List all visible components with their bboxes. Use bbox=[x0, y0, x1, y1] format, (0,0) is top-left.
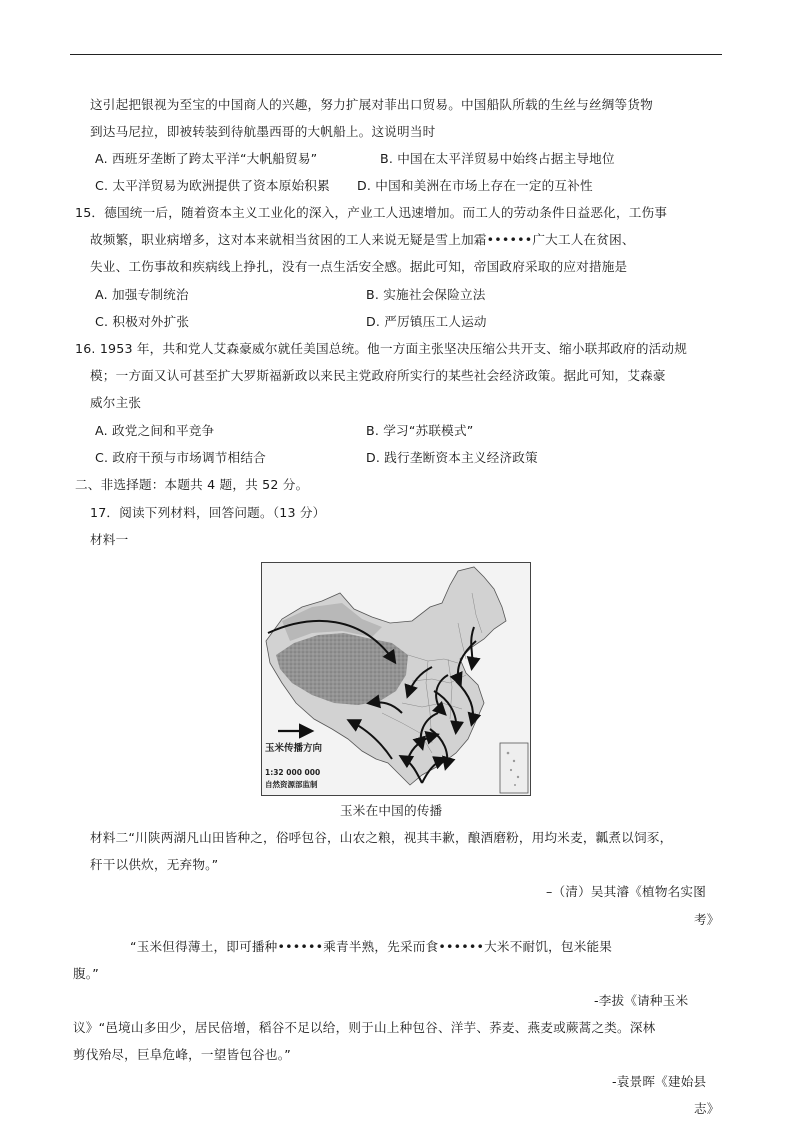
q14-option-b: B. 中国在太平洋贸易中始终占据主导地位 bbox=[380, 151, 615, 166]
q16-stem-line1: 16. 1953 年，共和党人艾森豪威尔就任美国总统。他一方面主张坚决压缩公共开支、缩小联邦政府的活动规 bbox=[75, 341, 688, 356]
q15-option-a: A. 加强专制统治 bbox=[95, 287, 189, 302]
quote2-line2: 腹。” bbox=[73, 966, 100, 981]
map-scale: 1:32 000 000 bbox=[265, 768, 321, 777]
q16-option-b: B. 学习“苏联模式” bbox=[366, 423, 474, 438]
quote3-line1: 议》“邑境山多田少，居民倍增，稻谷不足以给，则于山上种包谷、洋芋、荞麦、燕麦或蕨蒿之类。深林 bbox=[73, 1020, 656, 1035]
q15-stem-line2: 故频繁，职业病增多，这对本来就相当贫困的工人来说无疑是雪上加霜••••••广大工人在贫困、 bbox=[90, 232, 635, 247]
map-source: 自然资源部监制 bbox=[265, 780, 318, 789]
q15-option-c: C. 积极对外扩张 bbox=[95, 314, 190, 329]
citation2-line1: -李拔《请种玉米 bbox=[594, 993, 689, 1008]
citation3-line1: -袁景晖《建始县 bbox=[612, 1074, 707, 1089]
q15-option-b: B. 实施社会保险立法 bbox=[366, 287, 486, 302]
quote3-line2: 剪伐殆尽，巨阜危峰，一望皆包谷也。” bbox=[73, 1047, 291, 1062]
q16-stem-line2: 模；一方面又认可甚至扩大罗斯福新政以来民主党政府所实行的某些社会经济政策。据此可知，艾森豪 bbox=[90, 368, 666, 383]
q15-option-d: D. 严厉镇压工人运动 bbox=[366, 314, 487, 329]
q14-stem-line2: 到达马尼拉，即被转装到待航墨西哥的大帆船上。这说明当时 bbox=[90, 124, 436, 139]
q14-option-a: A. 西班牙垄断了跨太平洋“大帆船贸易” bbox=[95, 151, 318, 166]
section-heading: 二、非选择题：本题共 4 题，共 52 分。 bbox=[75, 477, 309, 492]
citation3-line2: 志》 bbox=[694, 1101, 720, 1116]
citation1-line1: –（清）吴其濬《植物名实图 bbox=[546, 884, 707, 899]
q15-stem-line3: 失业、工伤事故和疾病线上挣扎，没有一点生活安全感。据此可知，帝国政府采取的应对措施是 bbox=[90, 259, 628, 274]
q15-stem-line1: 15．德国统一后，随着资本主义工业化的深入，产业工人迅速增加。而工人的劳动条件日益恶化，工伤事 bbox=[75, 205, 668, 220]
material2-line2: 秆干以供炊，无弃物。” bbox=[90, 857, 219, 872]
q17-stem: 17．阅读下列材料，回答问题。（13 分） bbox=[90, 505, 326, 520]
figure-caption: 玉米在中国的传播 bbox=[340, 803, 443, 818]
map-legend-label: 玉米传播方向 bbox=[265, 743, 323, 754]
material2-line1: 材料二“川陕两湖凡山田皆种之，俗呼包谷，山农之粮，视其丰歉，酿酒磨粉，用均米麦，瓤煮以饲豕， bbox=[90, 830, 673, 845]
corn-spread-map bbox=[261, 562, 531, 796]
q14-option-d: D. 中国和美洲在市场上存在一定的互补性 bbox=[357, 178, 593, 193]
china-map-illustration bbox=[262, 563, 530, 795]
q14-stem-line1: 这引起把银视为至宝的中国商人的兴趣，努力扩展对菲出口贸易。中国船队所载的生丝与丝绸等货物 bbox=[90, 97, 653, 112]
quote2-line1: “玉米但得薄土，即可播种••••••乘青半熟，先采而食••••••大米不耐饥，包米能果 bbox=[130, 939, 613, 954]
south-sea-inset bbox=[500, 743, 528, 793]
material1-label: 材料一 bbox=[90, 532, 129, 547]
q16-stem-line3: 威尔主张 bbox=[90, 395, 142, 410]
q16-option-c: C. 政府干预与市场调节相结合 bbox=[95, 450, 266, 465]
q16-option-a: A. 政党之间和平竞争 bbox=[95, 423, 215, 438]
header-rule bbox=[70, 54, 722, 55]
citation1-line2: 考》 bbox=[694, 912, 720, 927]
q16-option-d: D. 践行垄断资本主义经济政策 bbox=[366, 450, 538, 465]
q14-option-c: C. 太平洋贸易为欧洲提供了资本原始积累 bbox=[95, 178, 330, 193]
